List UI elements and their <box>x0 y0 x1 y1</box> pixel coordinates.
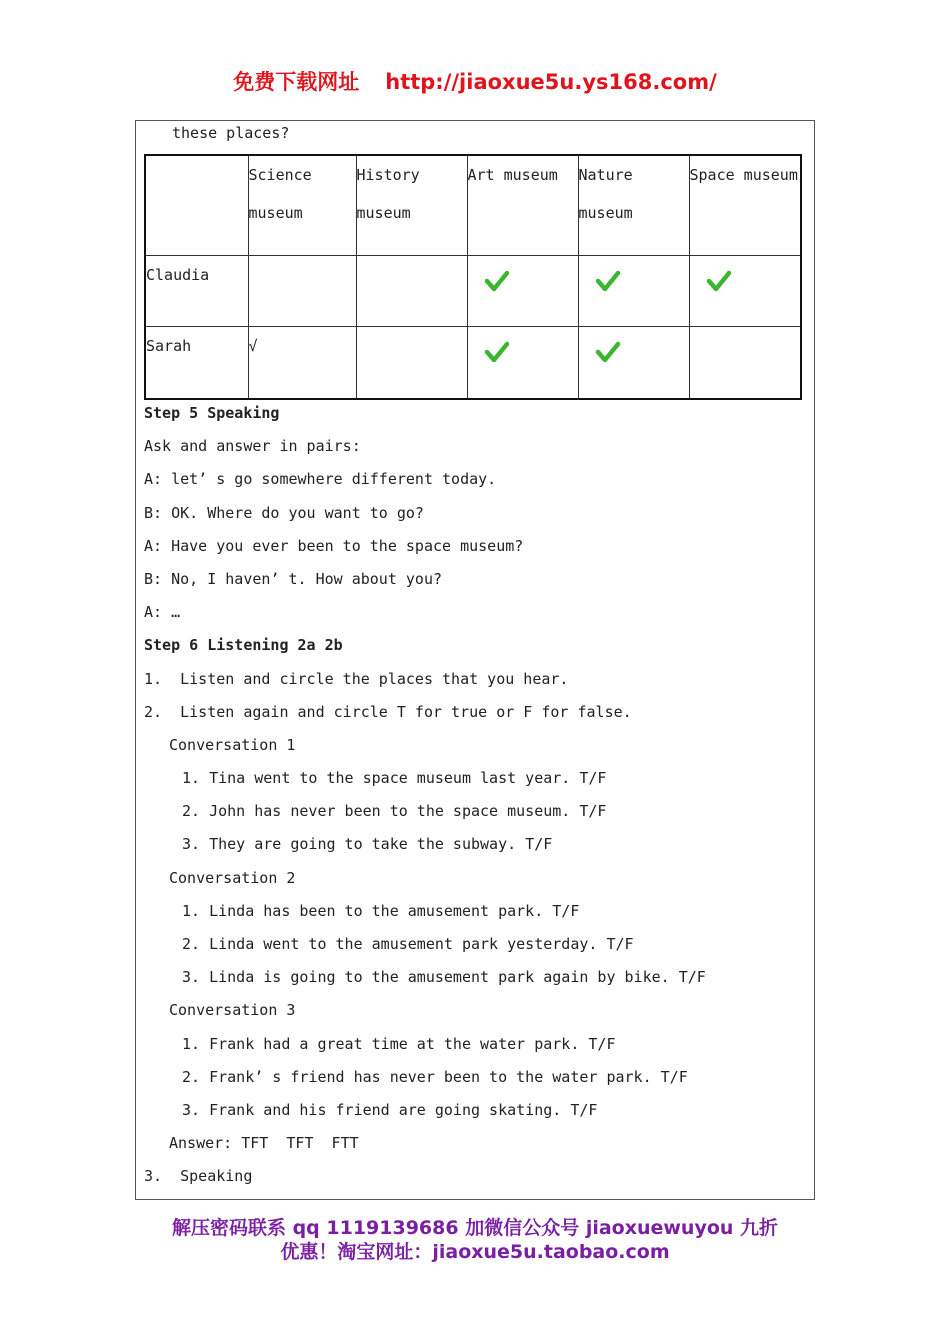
question-line: 2. John has never been to the space museum. T/F <box>182 802 607 821</box>
small-check-mark: √ <box>248 327 356 399</box>
footer <box>0 1216 950 1264</box>
check-icon <box>595 339 621 365</box>
mark-cell <box>578 327 689 399</box>
dialogue-line: A: … <box>144 603 181 622</box>
question-line: 2. Frank’ s friend has never been to the water park. T/F <box>182 1067 688 1086</box>
header-cell: Nature museum <box>578 155 689 255</box>
dialogue-line: B: No, I haven’ t. How about you? <box>144 569 443 588</box>
mark-cell <box>248 255 356 326</box>
conversation-heading: Conversation 3 <box>169 1001 296 1020</box>
header-empty-cell <box>145 155 248 255</box>
text-line: Ask and answer in pairs: <box>144 437 361 456</box>
question-line: 1. Linda has been to the amusement park. T/F <box>182 901 580 920</box>
mark-cell <box>356 327 467 399</box>
header <box>0 66 950 96</box>
question-line: 1. Tina went to the space museum last year. T/F <box>182 769 607 788</box>
table-row <box>145 255 801 326</box>
museum-table <box>144 154 802 400</box>
step-heading: Step 6 Listening 2a 2b <box>144 636 343 655</box>
header-cell: Science museum <box>248 155 356 255</box>
mark-cell <box>356 255 467 326</box>
table-header-row <box>145 155 801 255</box>
row-name: Claudia <box>145 255 248 326</box>
header-text: 免费下载网址 <box>233 70 360 94</box>
mark-cell <box>578 255 689 326</box>
footer-line-2: 优惠！淘宝网址：jiaoxue5u.taobao.com <box>280 1241 670 1263</box>
step-heading: Step 5 Speaking <box>144 404 280 422</box>
dialogue-line: A: let’ s go somewhere different today. <box>144 470 497 489</box>
intro-line: these places? <box>172 124 290 142</box>
check-icon <box>484 339 510 365</box>
check-icon <box>706 268 732 294</box>
footer-line-1: 解压密码联系 qq 1119139686 加微信公众号 jiaoxuewuyou 九折 <box>171 1217 779 1239</box>
question-line: 1. Frank had a great time at the water park. T/F <box>182 1034 616 1053</box>
conversation-heading: Conversation 1 <box>169 735 296 754</box>
header-url[interactable]: http://jiaoxue5u.ys168.com/ <box>385 70 717 94</box>
text-line: 3. Speaking <box>144 1167 253 1186</box>
check-icon <box>484 268 510 294</box>
header-cell: Space museum <box>689 155 801 255</box>
text-line: 1. Listen and circle the places that you hear. <box>144 669 569 688</box>
conversation-heading: Conversation 2 <box>169 868 296 887</box>
question-line: 3. Linda is going to the amusement park again by bike. T/F <box>182 968 706 987</box>
question-line: 3. They are going to take the subway. T/F <box>182 835 553 854</box>
answer-line: Answer: TFT TFT FTT <box>169 1134 359 1153</box>
question-line: 2. Linda went to the amusement park yesterday. T/F <box>182 935 634 953</box>
lesson-text <box>144 402 804 1199</box>
dialogue-line: B: OK. Where do you want to go? <box>144 503 424 522</box>
text-line: 2. Listen again and circle T for true or F for false. <box>144 702 632 721</box>
header-cell: History museum <box>356 155 467 255</box>
check-icon <box>595 268 621 294</box>
mark-cell <box>689 255 801 326</box>
question-line: 3. Frank and his friend are going skating. T/F <box>182 1100 598 1119</box>
row-name: Sarah <box>145 327 248 399</box>
table-row <box>145 327 801 399</box>
mark-cell <box>467 327 578 399</box>
dialogue-line: A: Have you ever been to the space museum? <box>144 536 524 555</box>
header-cell: Art museum <box>467 155 578 255</box>
mark-cell <box>689 327 801 399</box>
mark-cell <box>467 255 578 326</box>
